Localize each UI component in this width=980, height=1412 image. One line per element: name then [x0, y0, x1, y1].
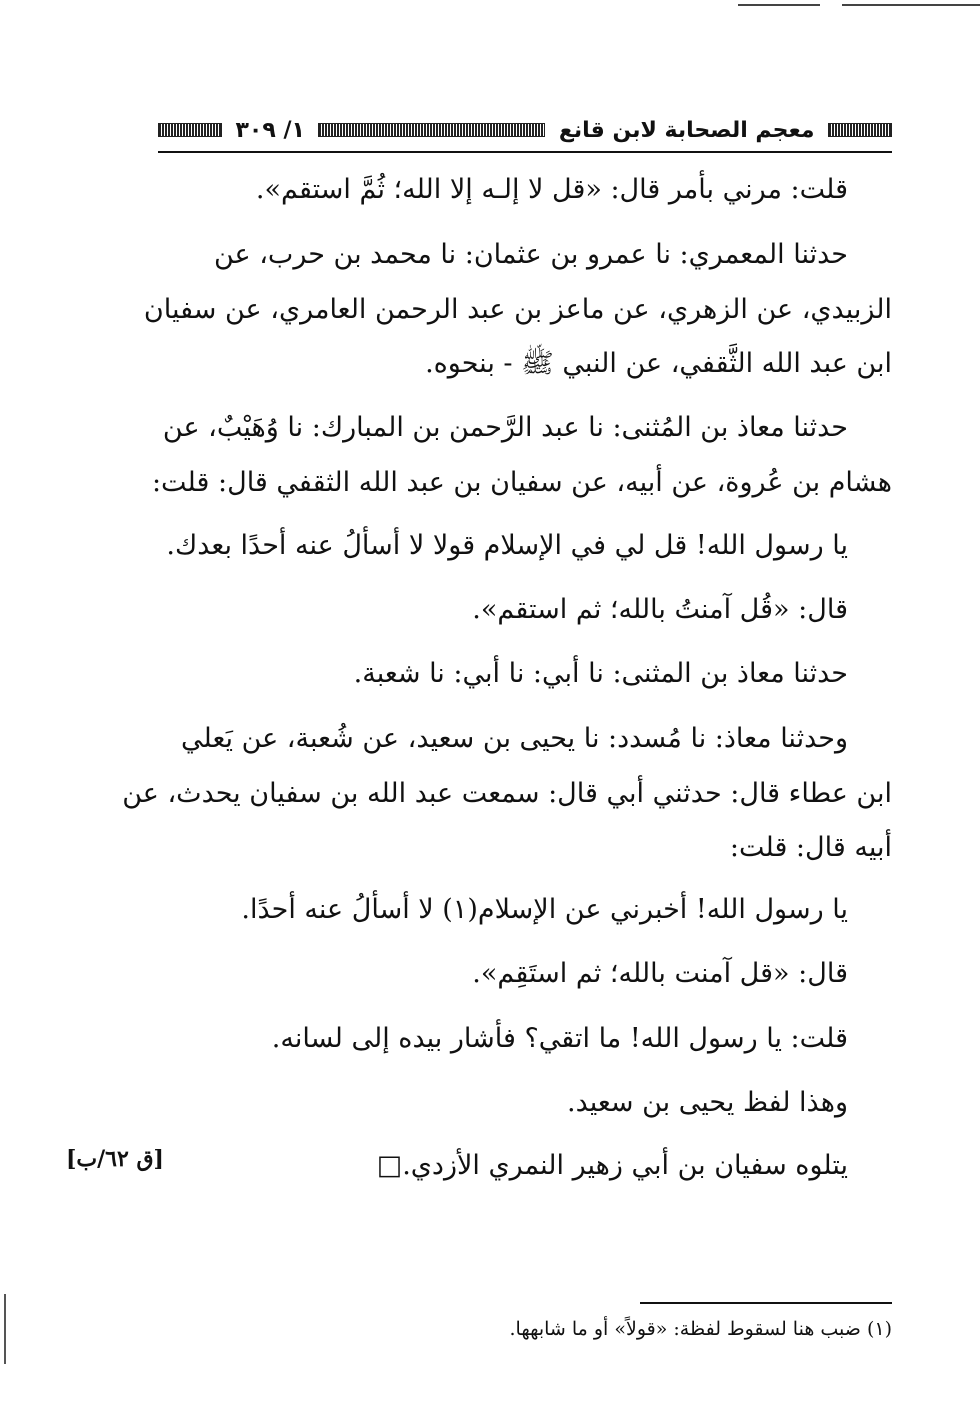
header-rule [158, 151, 892, 153]
text-line: يتلوه سفيان بن أبي زهير النمري الأزدي.□ [376, 1150, 848, 1181]
manuscript-folio-marker: [ق ٦٢/ب] [66, 1146, 164, 1172]
text-line: هشام بن عُروة، عن أبيه، عن سفيان بن عبد الله الثقفي قال: قلت: [151, 467, 892, 498]
text-line: وهذا لفظ يحيى بن سعيد. [566, 1087, 848, 1118]
header-ornament-right [828, 123, 892, 137]
text-line: قلت: مرني بأمر قال: «قل لا إلـه إلا الله؛ ثُمَّ استقم». [255, 174, 848, 205]
text-line: حدثنا معاذ بن المثنى: نا أبي: نا أبي: نا شعبة. [353, 658, 848, 689]
page-number: ١/ ٣٠٩ [235, 117, 305, 143]
text-line: أبيه قال: قلت: [729, 832, 892, 863]
scan-mark-top [738, 4, 820, 6]
text-line: حدثنا المعمري: نا عمرو بن عثمان: نا محمد بن حرب، عن [213, 239, 848, 270]
text-line: قال: «قُل آمنتُ بالله؛ ثم استقم». [472, 594, 848, 625]
text-line: يا رسول الله! قل لي في الإسلام قولا لا أسألُ عنه أحدًا بعدك. [166, 530, 848, 561]
text-line: ابن عطاء قال: حدثني أبي قال: سمعت عبد الله بن سفيان يحدث، عن [122, 778, 892, 809]
header-ornament-left [158, 123, 222, 137]
text-line: وحدثنا معاذ: نا مُسدد: نا يحيى بن سعيد، عن شُعبة، عن يَعلي [181, 723, 848, 754]
text-line: يا رسول الله! أخبرني عن الإسلام(١) لا أسألُ عنه أحدًا. [241, 894, 848, 925]
text-line: الزبيدي، عن الزهري، عن ماعز بن عبد الرحمن العامري، عن سفيان [143, 294, 892, 325]
header-ornament-middle [318, 123, 545, 137]
text-line: قال: «قل آمنت بالله؛ ثم استَقِم». [472, 958, 848, 989]
running-header [158, 112, 892, 148]
scan-mark-left-edge [4, 1294, 6, 1364]
scan-mark-top-right [842, 4, 980, 6]
text-line: قلت: يا رسول الله! ما اتقي؟ فأشار بيده إلى لسانه. [271, 1023, 848, 1054]
running-title: معجم الصحابة لابن قانع [558, 117, 815, 143]
text-line: ابن عبد الله الثَّقفي، عن النبي ﷺ - بنحوه. [425, 348, 892, 379]
footnote-rule [640, 1302, 892, 1304]
text-line: حدثنا معاذ بن المُثنى: نا عبد الرَّحمن بن المبارك: نا وُهَيْبٌ، عن [162, 412, 848, 443]
footnote: (١) ضبب هنا لسقوط لفظة: «قولاً» أو ما شابهها. [509, 1318, 892, 1340]
